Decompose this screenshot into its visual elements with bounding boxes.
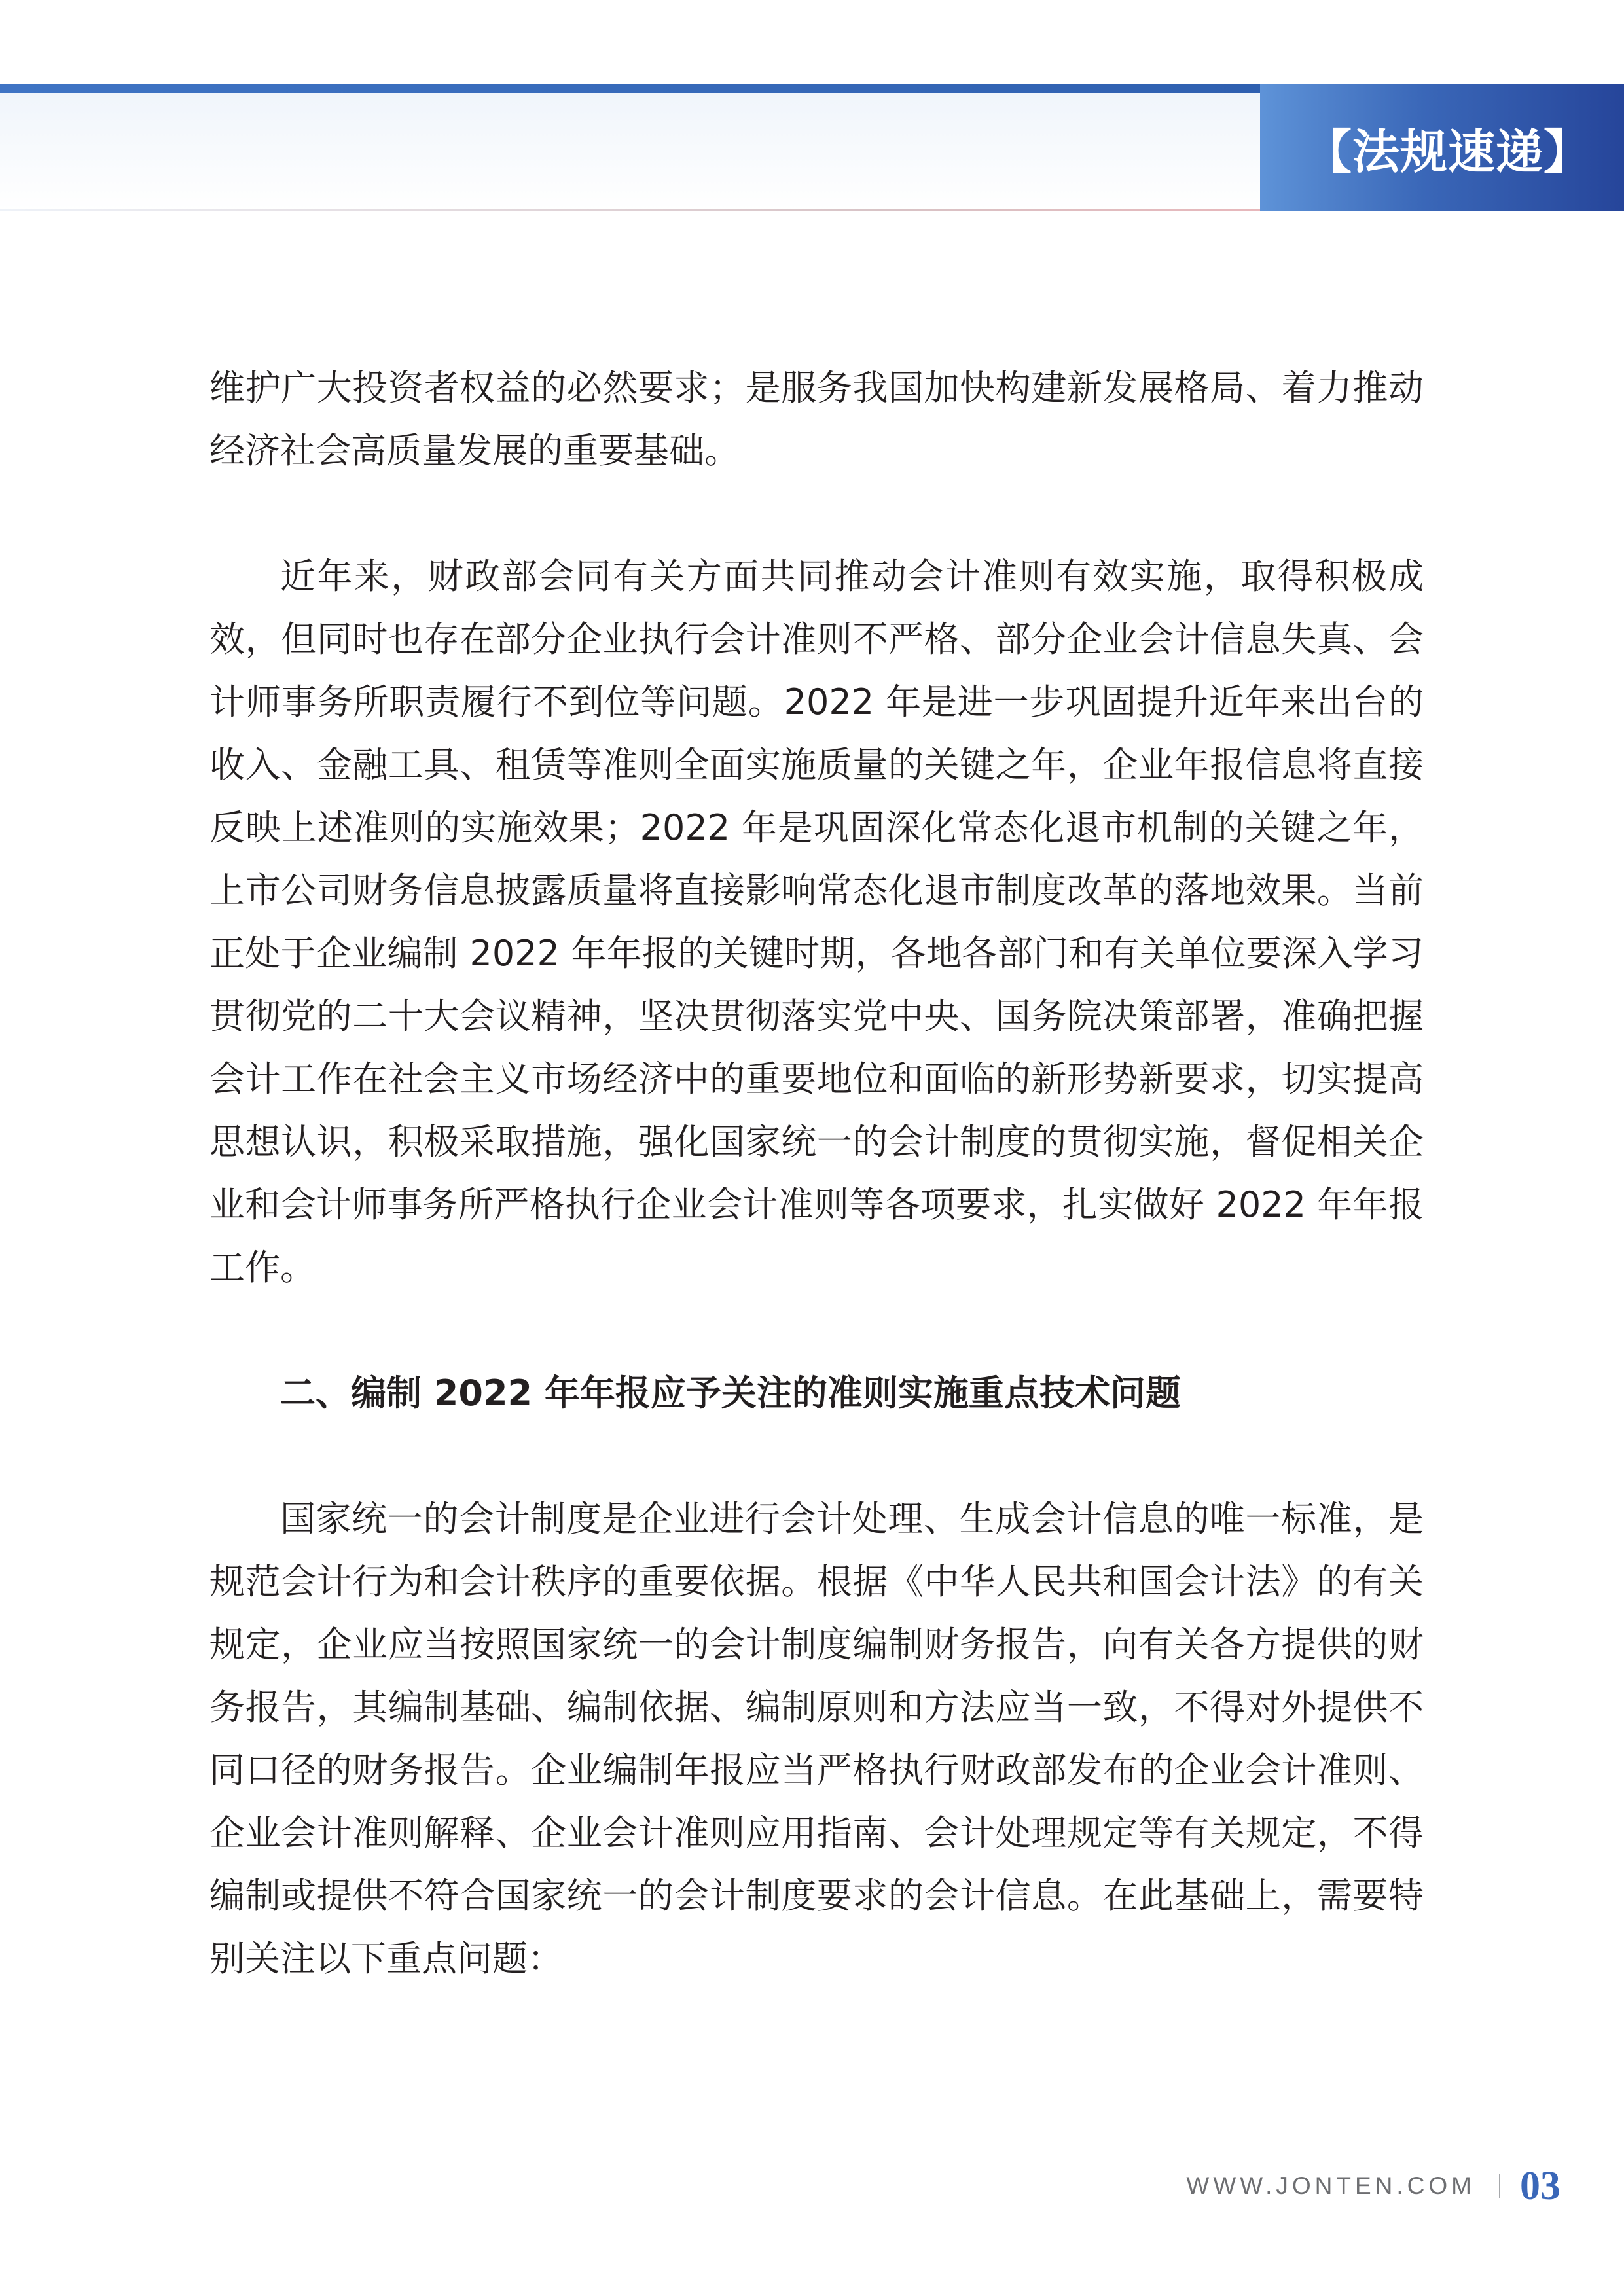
paragraph: 近年来，财政部会同有关方面共同推动会计准则有效实施，取得积极成效，但同时也存在部分企业执行会计准则不严格、部分企业会计信息失真、会计师事务所职责履行不到位等问题。2022 年是进一步巩固提升近年来出台的收入、金融工具、租赁等准则全面实施质量的关键之年，企业年报信息将直接反映上述准则的实施效果；2022 年是巩固深化常态化退市机制的关键之年，上市公司财务信息披露质量将直接影响常态化退市制度改革的落地效果。当前正处于企业编制 2022 年年报的关键时期，各地各部门和有关单位要深入学习贯彻党的二十大会议精神，坚决贯彻落实党中央、国务院决策部署，准确把握会计工作在社会主义市场经济中的重要地位和面临的新形势新要求，切实提高思想认识，积极采取措施，强化国家统一的会计制度的贯彻实施，督促相关企业和会计师事务所严格执行企业会计准则等各项要求，扎实做好 2022 年年报工作。 (209, 556, 1424, 1288)
paragraph: 国家统一的会计制度是企业进行会计处理、生成会计信息的唯一标准，是规范会计行为和会计秩序的重要依据。根据《中华人民共和国会计法》的有关规定，企业应当按照国家统一的会计制度编制财务报告，向有关各方提供的财务报告，其编制基础、编制依据、编制原则和方法应当一致，不得对外提供不同口径的财务报告。企业编制年报应当严格执行财政部发布的企业会计准则、企业会计准则解释、企业会计准则应用指南、会计处理规定等有关规定，不得编制或提供不符合国家统一的会计制度要求的会计信息。在此基础上，需要特别关注以下重点问题： (209, 1498, 1424, 1979)
footer-separator (1499, 2174, 1500, 2198)
header-top-line (0, 84, 1260, 93)
article-body (209, 357, 1424, 1990)
section-tab (1260, 84, 1624, 211)
page-footer (1186, 2160, 1561, 2212)
website-url[interactable]: WWW.JONTEN.COM (1186, 2172, 1475, 2199)
page-number: 03 (1520, 2163, 1561, 2208)
section-heading: 二、编制 2022 年年报应予关注的准则实施重点技术问题 (280, 1372, 1181, 1414)
section-title: 【法规速递】 (1305, 123, 1592, 179)
paragraph-continued: 维护广大投资者权益的必然要求；是服务我国加快构建新发展格局、着力推动经济社会高质量发展的重要基础。 (209, 367, 1424, 471)
header-divider (0, 209, 1260, 211)
header-band (0, 93, 1260, 211)
